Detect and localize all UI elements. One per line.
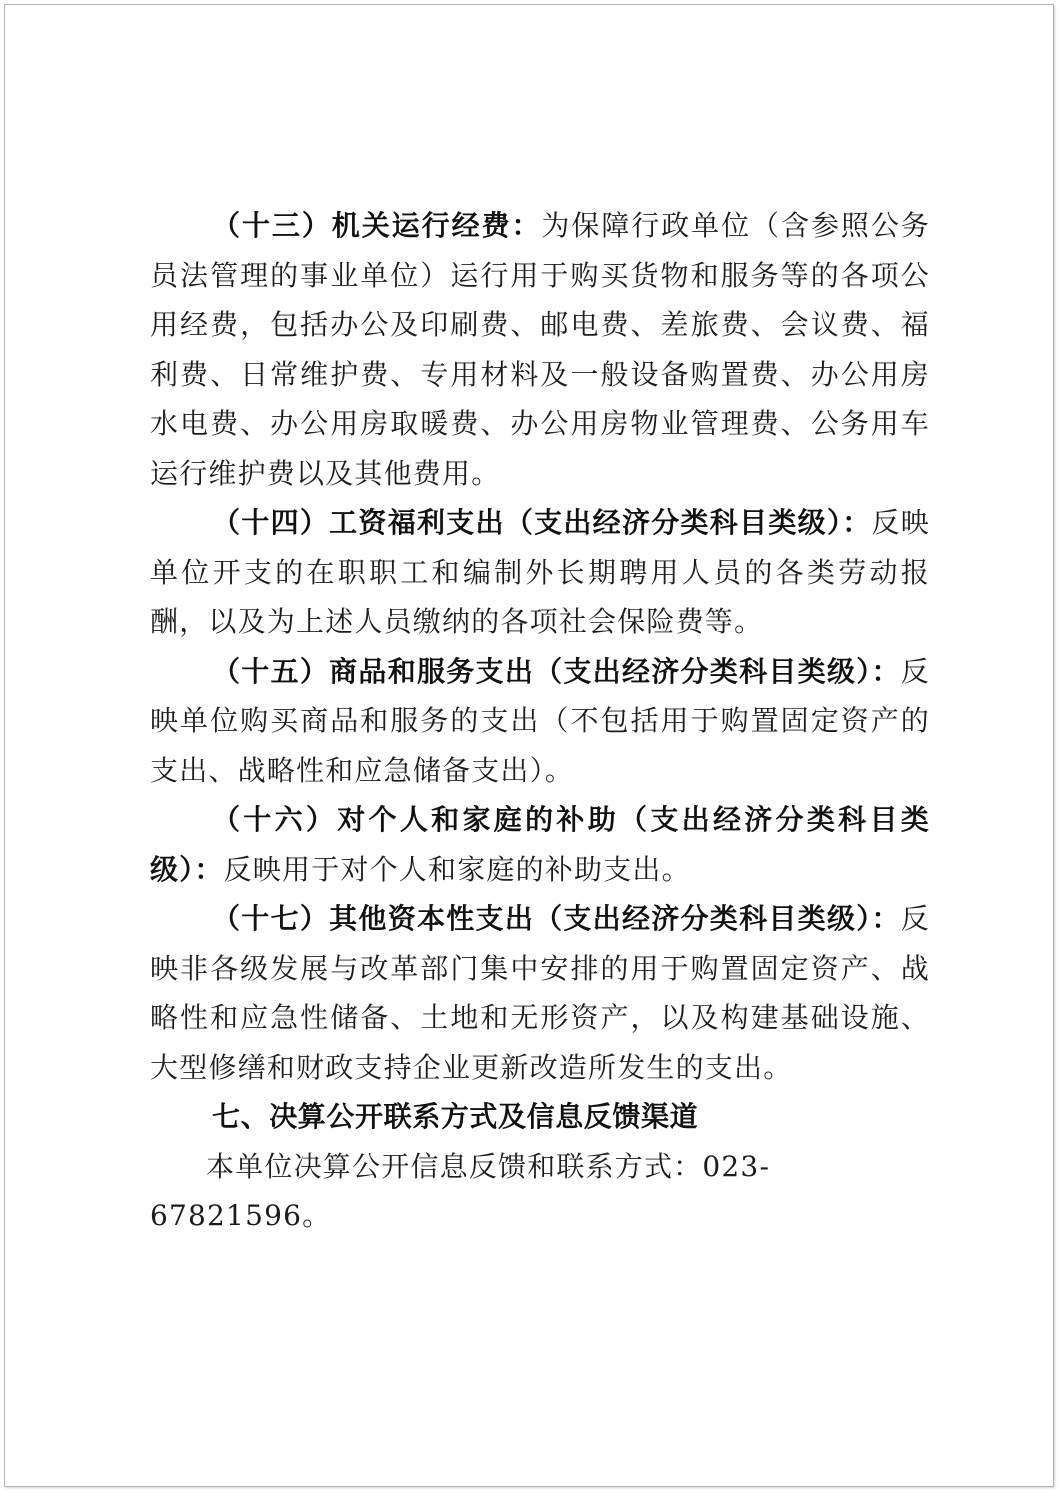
definition-term: （十六）对个人和家庭的补助（支出经济分类科目类级）： <box>150 803 930 886</box>
definition-paragraph-17 <box>150 894 930 1092</box>
definition-term: （十七）其他资本性支出（支出经济分类科目类级）： <box>212 902 901 935</box>
definition-paragraph-13 <box>150 201 930 498</box>
definition-term: （十四）工资福利支出（支出经济分类科目类级）： <box>212 506 872 539</box>
definition-body: 反映单位购买商品和服务的支出（不包括用于购置固定资产的支出、战略性和应急储备支出）。 <box>150 654 930 787</box>
definition-body: 反映单位开支的在职职工和编制外长期聘用人员的各类劳动报酬，以及为上述人员缴纳的各项社会保险费等。 <box>150 506 930 638</box>
definition-body: 为保障行政单位（含参照公务员法管理的事业单位）运行用于购买货物和服务等的各项公用经费，包括办公及印刷费、邮电费、差旅费、会议费、福利费、日常维护费、专用材料及一般设备购置费、办公用房水电费、办公用房取暖费、办公用房物业管理费、公务用车运行维护费以及其他费用。 <box>150 209 930 490</box>
definition-term: （十三）机关运行经费： <box>212 209 542 242</box>
definition-paragraph-14 <box>150 498 930 647</box>
definition-paragraph-16 <box>150 795 930 894</box>
section-heading: 七、决算公开联系方式及信息反馈渠道 <box>212 1100 699 1133</box>
contact-label: 本单位决算公开信息反馈和联系方式： <box>206 1149 703 1183</box>
contact-phone: 023-67821596。 <box>150 1149 771 1232</box>
contact-line <box>150 1142 930 1241</box>
page-content <box>150 201 930 1241</box>
definition-paragraph-15 <box>150 647 930 796</box>
document-page <box>4 4 1054 1487</box>
definition-body: 反映用于对个人和家庭的补助支出。 <box>223 852 691 886</box>
definition-term: （十五）商品和服务支出（支出经济分类科目类级）： <box>212 654 901 688</box>
definition-body: 反映非各级发展与改革部门集中安排的用于购置固定资产、战略性和应急性储备、土地和无形资产，以及构建基础设施、大型修缮和财政支持企业更新改造所发生的支出。 <box>150 902 930 1084</box>
